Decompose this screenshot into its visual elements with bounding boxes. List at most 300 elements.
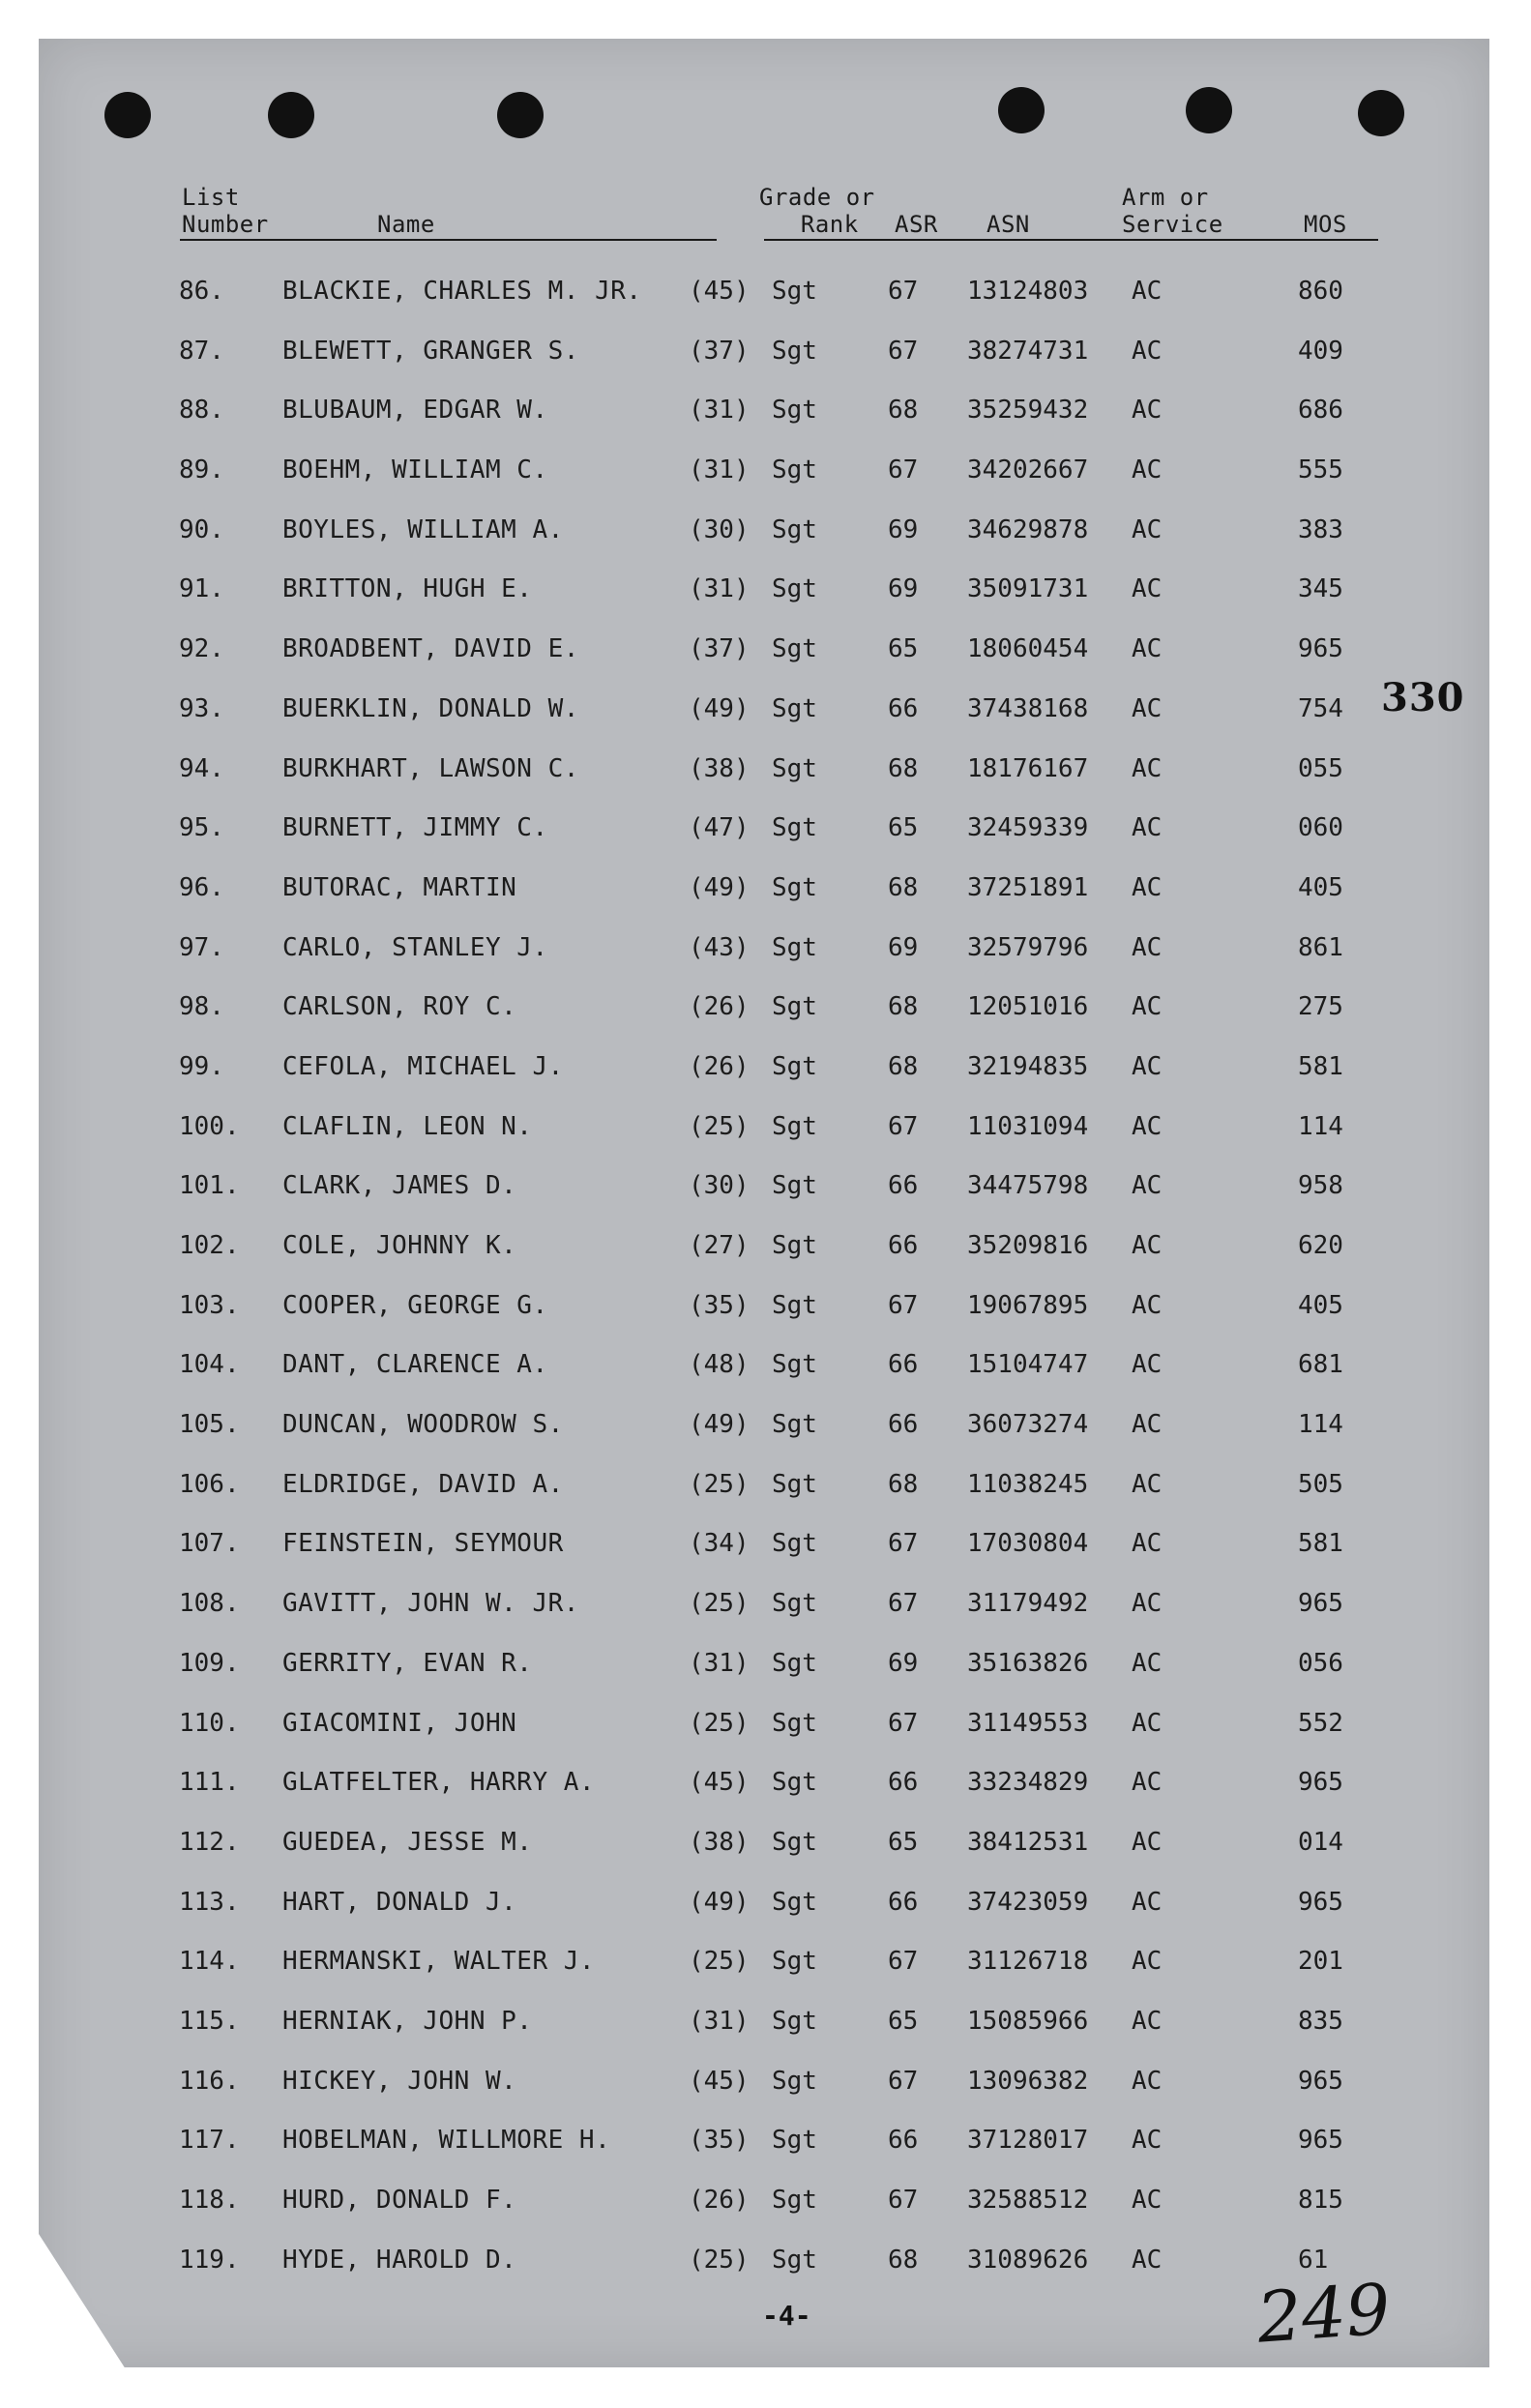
cell-name: HART, DONALD J. bbox=[282, 1887, 517, 1917]
cell-asr: 66 bbox=[888, 1410, 919, 1440]
cell-arm-or-service: AC bbox=[1132, 1768, 1163, 1798]
cell-asn: 38412531 bbox=[967, 1827, 1089, 1857]
punch-hole bbox=[998, 87, 1045, 133]
cell-asr: 67 bbox=[888, 1111, 919, 1141]
cell-age: (25) bbox=[689, 2245, 750, 2275]
cell-asn: 37438168 bbox=[967, 693, 1089, 723]
cell-rank: Sgt bbox=[772, 1887, 817, 1917]
cell-age: (38) bbox=[689, 753, 750, 783]
cell-rank: Sgt bbox=[772, 514, 817, 544]
cell-asr: 66 bbox=[888, 1171, 919, 1201]
table-row bbox=[0, 1037, 1531, 1097]
table-row bbox=[0, 858, 1531, 918]
cell-arm-or-service: AC bbox=[1132, 455, 1163, 485]
cell-mos: 620 bbox=[1298, 1231, 1343, 1260]
cell-mos: 965 bbox=[1298, 2126, 1343, 2156]
cell-arm-or-service: AC bbox=[1132, 1708, 1163, 1738]
cell-mos: 405 bbox=[1298, 1290, 1343, 1320]
cell-arm-or-service: AC bbox=[1132, 1947, 1163, 1977]
cell-list-number: 105. bbox=[179, 1410, 240, 1440]
cell-rank: Sgt bbox=[772, 1768, 817, 1798]
cell-rank: Sgt bbox=[772, 1410, 817, 1440]
header-list-number: List Number bbox=[182, 184, 269, 238]
cell-rank: Sgt bbox=[772, 2126, 817, 2156]
cell-asr: 69 bbox=[888, 1648, 919, 1678]
cell-list-number: 113. bbox=[179, 1887, 240, 1917]
cell-list-number: 93. bbox=[179, 693, 224, 723]
cell-list-number: 111. bbox=[179, 1768, 240, 1798]
cell-mos: 114 bbox=[1298, 1410, 1343, 1440]
cell-list-number: 89. bbox=[179, 455, 224, 485]
cell-age: (26) bbox=[689, 2186, 750, 2215]
table-row bbox=[0, 1633, 1531, 1693]
cell-list-number: 92. bbox=[179, 634, 224, 664]
cell-list-number: 114. bbox=[179, 1947, 240, 1977]
cell-arm-or-service: AC bbox=[1132, 992, 1163, 1022]
cell-asr: 65 bbox=[888, 813, 919, 843]
cell-arm-or-service: AC bbox=[1132, 2186, 1163, 2215]
cell-age: (34) bbox=[689, 1529, 750, 1559]
cell-asn: 31149553 bbox=[967, 1708, 1089, 1738]
cell-name: BURNETT, JIMMY C. bbox=[282, 813, 548, 843]
cell-age: (38) bbox=[689, 1827, 750, 1857]
cell-mos: 965 bbox=[1298, 1768, 1343, 1798]
cell-arm-or-service: AC bbox=[1132, 693, 1163, 723]
cell-name: BUERKLIN, DONALD W. bbox=[282, 693, 579, 723]
cell-rank: Sgt bbox=[772, 336, 817, 366]
header-arm-or-service: Arm or Service bbox=[1122, 184, 1223, 238]
cell-list-number: 104. bbox=[179, 1350, 240, 1380]
cell-asn: 34202667 bbox=[967, 455, 1089, 485]
cell-arm-or-service: AC bbox=[1132, 1410, 1163, 1440]
cell-arm-or-service: AC bbox=[1132, 1290, 1163, 1320]
cell-arm-or-service: AC bbox=[1132, 1529, 1163, 1559]
table-row bbox=[0, 1454, 1531, 1514]
cell-asr: 68 bbox=[888, 992, 919, 1022]
cell-asr: 68 bbox=[888, 2245, 919, 2275]
table-row bbox=[0, 679, 1531, 739]
cell-asn: 35163826 bbox=[967, 1648, 1089, 1678]
cell-age: (49) bbox=[689, 1410, 750, 1440]
cell-mos: 405 bbox=[1298, 872, 1343, 902]
table-row bbox=[0, 321, 1531, 381]
cell-asr: 67 bbox=[888, 336, 919, 366]
header-grade-or-rank: Grade or Rank bbox=[759, 184, 875, 238]
cell-list-number: 118. bbox=[179, 2186, 240, 2215]
cell-asn: 35091731 bbox=[967, 574, 1089, 604]
table-row bbox=[0, 1216, 1531, 1276]
cell-asr: 67 bbox=[888, 1708, 919, 1738]
cell-rank: Sgt bbox=[772, 574, 817, 604]
cell-name: BLACKIE, CHARLES M. JR. bbox=[282, 277, 642, 306]
cell-name: COLE, JOHNNY K. bbox=[282, 1231, 517, 1260]
cell-mos: 581 bbox=[1298, 1529, 1343, 1559]
cell-name: FEINSTEIN, SEYMOUR bbox=[282, 1529, 564, 1559]
cell-arm-or-service: AC bbox=[1132, 1111, 1163, 1141]
header-name: Name bbox=[377, 211, 435, 238]
cell-list-number: 98. bbox=[179, 992, 224, 1022]
cell-name: CARLO, STANLEY J. bbox=[282, 932, 548, 962]
cell-age: (25) bbox=[689, 1947, 750, 1977]
cell-arm-or-service: AC bbox=[1132, 1350, 1163, 1380]
cell-list-number: 108. bbox=[179, 1589, 240, 1619]
cell-list-number: 115. bbox=[179, 2006, 240, 2036]
cell-rank: Sgt bbox=[772, 2006, 817, 2036]
cell-mos: 552 bbox=[1298, 1708, 1343, 1738]
table-row bbox=[0, 1156, 1531, 1216]
table-row bbox=[0, 1991, 1531, 2051]
cell-asr: 66 bbox=[888, 1887, 919, 1917]
punch-hole bbox=[497, 92, 544, 138]
cell-list-number: 110. bbox=[179, 1708, 240, 1738]
cell-rank: Sgt bbox=[772, 277, 817, 306]
cell-age: (27) bbox=[689, 1231, 750, 1260]
cell-mos: 681 bbox=[1298, 1350, 1343, 1380]
cell-asr: 66 bbox=[888, 1350, 919, 1380]
cell-asn: 33234829 bbox=[967, 1768, 1089, 1798]
cell-name: CLAFLIN, LEON N. bbox=[282, 1111, 533, 1141]
cell-age: (45) bbox=[689, 277, 750, 306]
cell-arm-or-service: AC bbox=[1132, 1887, 1163, 1917]
cell-asr: 67 bbox=[888, 1589, 919, 1619]
cell-asr: 67 bbox=[888, 2066, 919, 2096]
header-asn: ASN bbox=[986, 211, 1030, 238]
cell-list-number: 91. bbox=[179, 574, 224, 604]
cell-asn: 17030804 bbox=[967, 1529, 1089, 1559]
cell-asr: 67 bbox=[888, 1947, 919, 1977]
cell-age: (49) bbox=[689, 1887, 750, 1917]
cell-list-number: 86. bbox=[179, 277, 224, 306]
cell-name: COOPER, GEORGE G. bbox=[282, 1290, 548, 1320]
cell-arm-or-service: AC bbox=[1132, 574, 1163, 604]
cell-arm-or-service: AC bbox=[1132, 2245, 1163, 2275]
table-row bbox=[0, 380, 1531, 440]
header-underline bbox=[764, 239, 1378, 241]
cell-arm-or-service: AC bbox=[1132, 634, 1163, 664]
cell-arm-or-service: AC bbox=[1132, 1648, 1163, 1678]
cell-mos: 014 bbox=[1298, 1827, 1343, 1857]
cell-mos: 505 bbox=[1298, 1469, 1343, 1499]
cell-rank: Sgt bbox=[772, 1171, 817, 1201]
cell-name: BROADBENT, DAVID E. bbox=[282, 634, 579, 664]
cell-name: GUEDEA, JESSE M. bbox=[282, 1827, 533, 1857]
cell-mos: 056 bbox=[1298, 1648, 1343, 1678]
cell-list-number: 119. bbox=[179, 2245, 240, 2275]
cell-asr: 65 bbox=[888, 2006, 919, 2036]
cell-age: (49) bbox=[689, 872, 750, 902]
cell-name: CEFOLA, MICHAEL J. bbox=[282, 1051, 564, 1081]
cell-age: (31) bbox=[689, 2006, 750, 2036]
cell-arm-or-service: AC bbox=[1132, 2066, 1163, 2096]
cell-asr: 65 bbox=[888, 1827, 919, 1857]
header-mos: MOS bbox=[1304, 211, 1347, 238]
table-row bbox=[0, 977, 1531, 1037]
cell-asn: 15104747 bbox=[967, 1350, 1089, 1380]
cell-list-number: 87. bbox=[179, 336, 224, 366]
cell-list-number: 99. bbox=[179, 1051, 224, 1081]
table-row bbox=[0, 261, 1531, 321]
cell-age: (47) bbox=[689, 813, 750, 843]
table-row bbox=[0, 1395, 1531, 1454]
cell-arm-or-service: AC bbox=[1132, 932, 1163, 962]
cell-mos: 965 bbox=[1298, 1887, 1343, 1917]
cell-arm-or-service: AC bbox=[1132, 1171, 1163, 1201]
cell-asr: 66 bbox=[888, 2126, 919, 2156]
cell-list-number: 116. bbox=[179, 2066, 240, 2096]
cell-mos: 686 bbox=[1298, 396, 1343, 426]
cell-rank: Sgt bbox=[772, 992, 817, 1022]
cell-mos: 61 bbox=[1298, 2245, 1329, 2275]
cell-asn: 11031094 bbox=[967, 1111, 1089, 1141]
cell-mos: 555 bbox=[1298, 455, 1343, 485]
table-row bbox=[0, 500, 1531, 560]
cell-asn: 34629878 bbox=[967, 514, 1089, 544]
cell-list-number: 95. bbox=[179, 813, 224, 843]
page-number: -4- bbox=[762, 2300, 811, 2332]
cell-age: (48) bbox=[689, 1350, 750, 1380]
cell-arm-or-service: AC bbox=[1132, 277, 1163, 306]
cell-rank: Sgt bbox=[772, 693, 817, 723]
table-row bbox=[0, 1276, 1531, 1336]
cell-name: BLEWETT, GRANGER S. bbox=[282, 336, 579, 366]
cell-name: ELDRIDGE, DAVID A. bbox=[282, 1469, 564, 1499]
cell-asn: 31179492 bbox=[967, 1589, 1089, 1619]
cell-arm-or-service: AC bbox=[1132, 514, 1163, 544]
table-row bbox=[0, 918, 1531, 978]
cell-rank: Sgt bbox=[772, 872, 817, 902]
cell-asn: 37128017 bbox=[967, 2126, 1089, 2156]
cell-age: (37) bbox=[689, 336, 750, 366]
table-row bbox=[0, 440, 1531, 500]
cell-name: BRITTON, HUGH E. bbox=[282, 574, 533, 604]
cell-name: HURD, DONALD F. bbox=[282, 2186, 517, 2215]
table-row bbox=[0, 2051, 1531, 2111]
cell-list-number: 88. bbox=[179, 396, 224, 426]
table-row bbox=[0, 1872, 1531, 1932]
cell-asn: 19067895 bbox=[967, 1290, 1089, 1320]
cell-age: (25) bbox=[689, 1469, 750, 1499]
cell-name: CARLSON, ROY C. bbox=[282, 992, 517, 1022]
cell-asn: 18176167 bbox=[967, 753, 1089, 783]
cell-age: (37) bbox=[689, 634, 750, 664]
cell-mos: 754 bbox=[1298, 693, 1343, 723]
cell-list-number: 101. bbox=[179, 1171, 240, 1201]
cell-asn: 37251891 bbox=[967, 872, 1089, 902]
cell-age: (25) bbox=[689, 1708, 750, 1738]
cell-mos: 958 bbox=[1298, 1171, 1343, 1201]
cell-asr: 68 bbox=[888, 872, 919, 902]
cell-asr: 69 bbox=[888, 514, 919, 544]
cell-asn: 13096382 bbox=[967, 2066, 1089, 2096]
table-row bbox=[0, 798, 1531, 858]
cell-asr: 68 bbox=[888, 1469, 919, 1499]
cell-arm-or-service: AC bbox=[1132, 1589, 1163, 1619]
cell-arm-or-service: AC bbox=[1132, 872, 1163, 902]
stamp-number: 330 bbox=[1381, 675, 1465, 720]
cell-age: (43) bbox=[689, 932, 750, 962]
cell-name: BLUBAUM, EDGAR W. bbox=[282, 396, 548, 426]
table-row bbox=[0, 1752, 1531, 1812]
cell-asr: 66 bbox=[888, 1768, 919, 1798]
cell-rank: Sgt bbox=[772, 1708, 817, 1738]
cell-name: GAVITT, JOHN W. JR. bbox=[282, 1589, 579, 1619]
table-row bbox=[0, 1097, 1531, 1157]
cell-list-number: 90. bbox=[179, 514, 224, 544]
table-row bbox=[0, 1812, 1531, 1872]
table-row bbox=[0, 1693, 1531, 1753]
personnel-list bbox=[0, 261, 1531, 2289]
cell-list-number: 109. bbox=[179, 1648, 240, 1678]
cell-asn: 15085966 bbox=[967, 2006, 1089, 2036]
cell-mos: 114 bbox=[1298, 1111, 1343, 1141]
cell-age: (35) bbox=[689, 2126, 750, 2156]
table-row bbox=[0, 1573, 1531, 1633]
cell-asn: 11038245 bbox=[967, 1469, 1089, 1499]
cell-name: DUNCAN, WOODROW S. bbox=[282, 1410, 564, 1440]
cell-rank: Sgt bbox=[772, 1589, 817, 1619]
cell-rank: Sgt bbox=[772, 1111, 817, 1141]
cell-age: (35) bbox=[689, 1290, 750, 1320]
cell-list-number: 102. bbox=[179, 1231, 240, 1260]
cell-rank: Sgt bbox=[772, 396, 817, 426]
cell-arm-or-service: AC bbox=[1132, 1231, 1163, 1260]
cell-arm-or-service: AC bbox=[1132, 1051, 1163, 1081]
cell-name: BOEHM, WILLIAM C. bbox=[282, 455, 548, 485]
cell-asr: 67 bbox=[888, 1529, 919, 1559]
table-row bbox=[0, 1931, 1531, 1991]
cell-mos: 965 bbox=[1298, 634, 1343, 664]
cell-age: (45) bbox=[689, 2066, 750, 2096]
cell-asr: 67 bbox=[888, 277, 919, 306]
cell-mos: 815 bbox=[1298, 2186, 1343, 2215]
table-row bbox=[0, 1335, 1531, 1395]
cell-rank: Sgt bbox=[772, 1231, 817, 1260]
cell-name: BOYLES, WILLIAM A. bbox=[282, 514, 564, 544]
cell-asn: 32459339 bbox=[967, 813, 1089, 843]
cell-rank: Sgt bbox=[772, 2186, 817, 2215]
cell-name: GLATFELTER, HARRY A. bbox=[282, 1768, 596, 1798]
cell-asr: 69 bbox=[888, 932, 919, 962]
cell-arm-or-service: AC bbox=[1132, 753, 1163, 783]
cell-asn: 31089626 bbox=[967, 2245, 1089, 2275]
cell-rank: Sgt bbox=[772, 813, 817, 843]
cell-list-number: 96. bbox=[179, 872, 224, 902]
cell-name: BUTORAC, MARTIN bbox=[282, 872, 517, 902]
cell-asn: 32588512 bbox=[967, 2186, 1089, 2215]
cell-age: (31) bbox=[689, 574, 750, 604]
cell-rank: Sgt bbox=[772, 2066, 817, 2096]
cell-rank: Sgt bbox=[772, 455, 817, 485]
cell-mos: 345 bbox=[1298, 574, 1343, 604]
cell-list-number: 106. bbox=[179, 1469, 240, 1499]
cell-asn: 18060454 bbox=[967, 634, 1089, 664]
cell-arm-or-service: AC bbox=[1132, 336, 1163, 366]
table-row bbox=[0, 1513, 1531, 1573]
cell-name: HERNIAK, JOHN P. bbox=[282, 2006, 533, 2036]
cell-asn: 35259432 bbox=[967, 396, 1089, 426]
cell-asr: 67 bbox=[888, 1290, 919, 1320]
cell-name: DANT, CLARENCE A. bbox=[282, 1350, 548, 1380]
cell-mos: 383 bbox=[1298, 514, 1343, 544]
punch-hole bbox=[1186, 87, 1232, 133]
cell-asr: 67 bbox=[888, 2186, 919, 2215]
cell-asr: 66 bbox=[888, 693, 919, 723]
cell-arm-or-service: AC bbox=[1132, 1469, 1163, 1499]
cell-age: (45) bbox=[689, 1768, 750, 1798]
cell-name: GIACOMINI, JOHN bbox=[282, 1708, 517, 1738]
cell-asn: 31126718 bbox=[967, 1947, 1089, 1977]
cell-arm-or-service: AC bbox=[1132, 2006, 1163, 2036]
cell-rank: Sgt bbox=[772, 1051, 817, 1081]
cell-rank: Sgt bbox=[772, 1648, 817, 1678]
cell-asn: 12051016 bbox=[967, 992, 1089, 1022]
cell-age: (25) bbox=[689, 1111, 750, 1141]
cell-list-number: 112. bbox=[179, 1827, 240, 1857]
cell-list-number: 94. bbox=[179, 753, 224, 783]
cell-asr: 67 bbox=[888, 455, 919, 485]
cell-mos: 409 bbox=[1298, 336, 1343, 366]
cell-asn: 36073274 bbox=[967, 1410, 1089, 1440]
cell-age: (26) bbox=[689, 992, 750, 1022]
cell-rank: Sgt bbox=[772, 1947, 817, 1977]
cell-name: GERRITY, EVAN R. bbox=[282, 1648, 533, 1678]
cell-rank: Sgt bbox=[772, 753, 817, 783]
cell-arm-or-service: AC bbox=[1132, 1827, 1163, 1857]
punch-hole bbox=[1358, 90, 1404, 136]
cell-name: HOBELMAN, WILLMORE H. bbox=[282, 2126, 611, 2156]
cell-asr: 68 bbox=[888, 753, 919, 783]
cell-list-number: 97. bbox=[179, 932, 224, 962]
punch-hole bbox=[104, 92, 151, 138]
header-asr: ASR bbox=[895, 211, 938, 238]
cell-age: (31) bbox=[689, 1648, 750, 1678]
table-row bbox=[0, 2110, 1531, 2170]
cell-arm-or-service: AC bbox=[1132, 813, 1163, 843]
cell-asr: 68 bbox=[888, 396, 919, 426]
cell-rank: Sgt bbox=[772, 634, 817, 664]
cell-asn: 32579796 bbox=[967, 932, 1089, 962]
table-row bbox=[0, 2170, 1531, 2230]
header-underline bbox=[180, 239, 717, 241]
cell-asn: 32194835 bbox=[967, 1051, 1089, 1081]
cell-name: HERMANSKI, WALTER J. bbox=[282, 1947, 596, 1977]
cell-age: (30) bbox=[689, 514, 750, 544]
cell-arm-or-service: AC bbox=[1132, 2126, 1163, 2156]
cell-rank: Sgt bbox=[772, 1827, 817, 1857]
cell-list-number: 100. bbox=[179, 1111, 240, 1141]
cell-name: CLARK, JAMES D. bbox=[282, 1171, 517, 1201]
cell-mos: 581 bbox=[1298, 1051, 1343, 1081]
cell-age: (49) bbox=[689, 693, 750, 723]
table-row bbox=[0, 619, 1531, 679]
punch-hole bbox=[268, 92, 314, 138]
cell-age: (31) bbox=[689, 455, 750, 485]
cell-asr: 68 bbox=[888, 1051, 919, 1081]
cell-rank: Sgt bbox=[772, 2245, 817, 2275]
cell-name: HYDE, HAROLD D. bbox=[282, 2245, 517, 2275]
cell-mos: 965 bbox=[1298, 2066, 1343, 2096]
handwritten-number: 249 bbox=[1254, 2268, 1394, 2359]
cell-asn: 35209816 bbox=[967, 1231, 1089, 1260]
cell-rank: Sgt bbox=[772, 932, 817, 962]
cell-mos: 060 bbox=[1298, 813, 1343, 843]
cell-name: BURKHART, LAWSON C. bbox=[282, 753, 579, 783]
cell-rank: Sgt bbox=[772, 1290, 817, 1320]
cell-mos: 860 bbox=[1298, 277, 1343, 306]
cell-asn: 13124803 bbox=[967, 277, 1089, 306]
cell-asn: 38274731 bbox=[967, 336, 1089, 366]
cell-mos: 201 bbox=[1298, 1947, 1343, 1977]
